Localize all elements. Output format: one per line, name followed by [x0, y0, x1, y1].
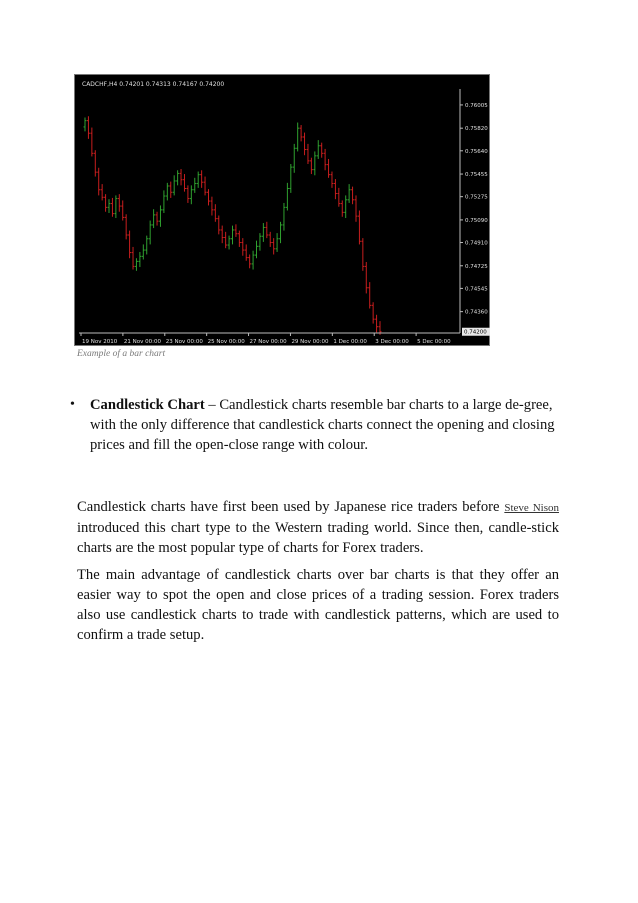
price-bar: [224, 232, 227, 248]
price-bar: [317, 140, 320, 159]
x-tick-label: 3 Dec 00:00: [375, 339, 409, 345]
price-bar: [300, 125, 303, 141]
x-tick-label: 19 Nov 2010: [82, 339, 118, 345]
x-tick-label: 21 Nov 00:00: [123, 339, 161, 345]
y-tick-label: 0.74910: [465, 240, 488, 247]
price-bar: [262, 223, 265, 242]
price-bar: [276, 233, 279, 252]
price-bar: [197, 172, 200, 188]
price-bar: [135, 258, 138, 271]
price-bar: [255, 241, 258, 259]
price-bar: [152, 209, 155, 228]
price-bar: [108, 199, 111, 213]
price-bar: [320, 143, 323, 158]
x-tick-label: 5 Dec 00:00: [417, 339, 451, 345]
price-bar: [149, 221, 152, 245]
price-bar: [289, 164, 292, 193]
price-bar: [217, 216, 220, 235]
x-tick-label: 29 Nov 00:00: [291, 339, 329, 345]
price-bar: [183, 174, 186, 192]
price-bar: [190, 185, 193, 204]
price-bar: [114, 195, 117, 218]
price-bar: [296, 123, 299, 152]
bullet-body: Candlestick charts resemble bar charts to a large de-gree, with the only difference that candlestick charts connect the opening and closing prices and fill the open-close range with colour.: [90, 397, 555, 453]
price-bar: [193, 178, 196, 193]
price-bar: [327, 159, 330, 178]
price-bar: [176, 170, 179, 185]
price-bar: [207, 189, 210, 205]
price-bar: [138, 252, 141, 267]
y-tick-label: 0.75455: [465, 172, 488, 179]
price-bar: [231, 226, 234, 245]
paragraph-advantage: The main advantage of candlestick charts over bar charts is that they offer an easier way to spot the open and close prices of a trading session. Forex traders also use candlestick charts to trade with candlestick patterns, which are used to confirm a trade setup.: [77, 567, 559, 643]
price-bar: [365, 262, 368, 293]
price-bar: [372, 302, 375, 323]
current-price-label: 0.74200: [464, 329, 487, 336]
price-bar: [269, 232, 272, 247]
price-bar: [252, 251, 255, 270]
price-bar: [84, 118, 87, 132]
price-bar: [186, 185, 189, 203]
x-tick-label: 1 Dec 00:00: [333, 339, 367, 345]
price-bar: [159, 205, 162, 226]
price-bar: [330, 172, 333, 188]
price-bar: [145, 236, 148, 255]
price-bar: [228, 236, 231, 250]
chart-svg: [75, 75, 491, 347]
price-bar: [358, 210, 361, 244]
price-bar: [169, 182, 172, 198]
price-bar: [279, 222, 282, 243]
para1-before: Candlestick charts have first been used by Japanese rice traders before: [77, 499, 505, 515]
price-bar: [368, 282, 371, 308]
price-bar: [104, 194, 107, 212]
price-bar: [162, 190, 165, 213]
bar-chart: [74, 74, 490, 346]
para1-after: introduced this chart type to the Western trading world. Since then, candle-stick charts are the most popular type of charts for Forex traders.: [77, 520, 559, 556]
bullet-item-candlestick: [90, 395, 560, 455]
price-bar: [221, 226, 224, 244]
price-bar: [132, 247, 135, 270]
y-tick-label: 0.74545: [465, 286, 488, 293]
x-tick-label: 27 Nov 00:00: [249, 339, 287, 345]
price-bar: [234, 224, 237, 237]
price-bar: [258, 233, 261, 251]
price-bar: [334, 179, 337, 199]
price-bar: [118, 194, 121, 212]
steve-nison-link[interactable]: Steve Nison: [504, 502, 559, 514]
price-bar: [310, 158, 313, 174]
price-bar: [282, 203, 285, 231]
price-bar: [128, 231, 131, 259]
price-bar: [156, 212, 159, 226]
x-tick-label: 23 Nov 00:00: [165, 339, 203, 345]
price-bar: [293, 144, 296, 173]
bullet-icon: •: [70, 397, 75, 412]
y-tick-label: 0.75640: [465, 148, 488, 155]
price-bar: [354, 195, 357, 221]
price-bar: [248, 254, 251, 268]
bullet-title: Candlestick Chart: [90, 397, 205, 413]
price-bar: [238, 231, 241, 247]
price-bar: [214, 204, 217, 222]
price-bar: [361, 238, 364, 271]
price-bar: [111, 198, 114, 217]
price-bar: [265, 222, 268, 238]
price-bar: [337, 188, 340, 207]
price-bar: [87, 116, 90, 139]
price-bar: [166, 183, 169, 201]
price-bar: [180, 169, 183, 185]
paragraph-history: [77, 497, 559, 558]
y-tick-label: 0.75275: [465, 194, 488, 201]
price-bar: [97, 168, 100, 196]
price-bar: [341, 200, 344, 216]
price-bar: [245, 244, 248, 260]
price-bar: [101, 184, 104, 200]
chart-title: CADCHF,H4 0.74201 0.74313 0.74167 0.74200: [82, 81, 225, 88]
price-bar: [121, 200, 124, 220]
price-bar: [286, 183, 289, 211]
price-bar: [200, 170, 203, 188]
price-bar: [210, 197, 213, 216]
y-tick-label: 0.75090: [465, 217, 488, 224]
price-bar: [306, 144, 309, 164]
y-tick-label: 0.76005: [465, 102, 488, 109]
y-tick-label: 0.74725: [465, 263, 488, 270]
price-bar: [90, 128, 93, 157]
price-bar: [324, 149, 327, 170]
price-bar: [125, 214, 128, 239]
price-bar: [272, 238, 275, 254]
y-tick-label: 0.75820: [465, 126, 488, 133]
price-bar: [344, 195, 347, 218]
price-bar: [348, 184, 351, 203]
price-bar: [94, 150, 97, 176]
bullet-dash: –: [204, 397, 220, 413]
chart-caption: Example of a bar chart: [77, 349, 166, 359]
price-bar: [142, 244, 145, 259]
price-bar: [375, 315, 378, 333]
price-bar: [241, 238, 244, 256]
price-bar: [313, 151, 316, 175]
price-bar: [204, 177, 207, 196]
x-tick-label: 25 Nov 00:00: [207, 339, 245, 345]
price-bar: [303, 133, 306, 156]
price-bar: [173, 175, 176, 195]
y-tick-label: 0.74360: [465, 309, 488, 316]
price-bar: [351, 187, 354, 205]
